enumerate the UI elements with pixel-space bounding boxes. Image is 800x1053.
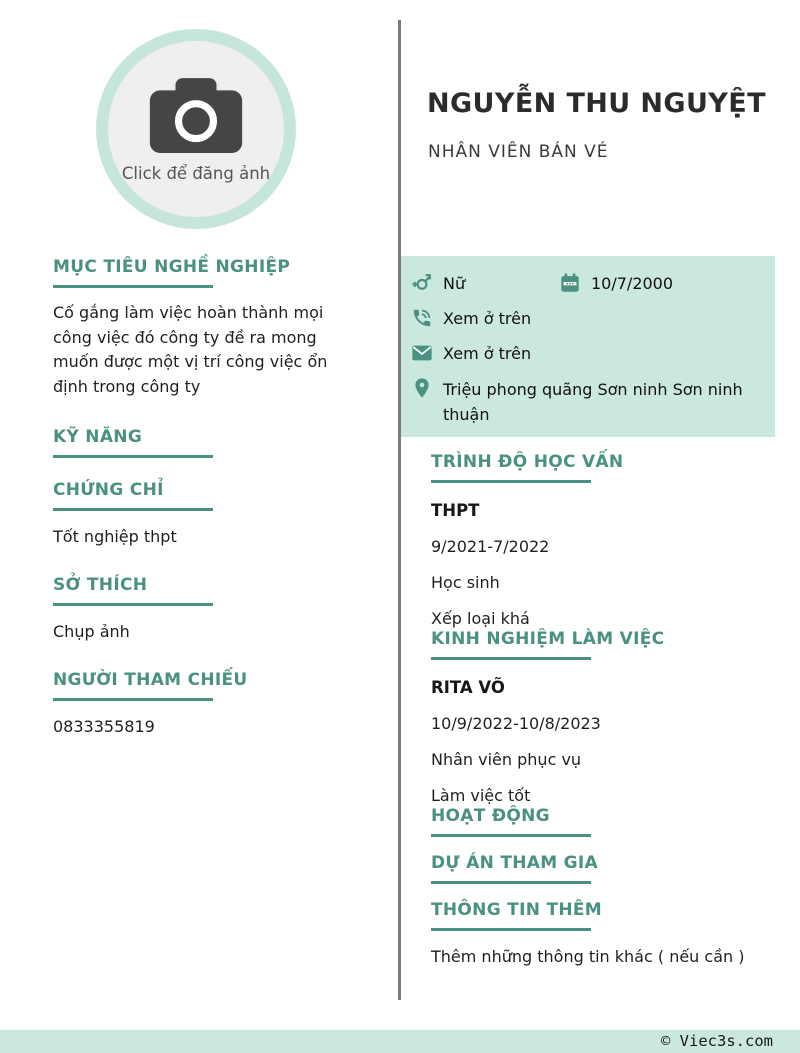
section-skills [53, 427, 375, 458]
footer-bar [0, 1030, 800, 1053]
certificates-heading: CHỨNG CHỈ [53, 480, 164, 500]
contact-info-box [401, 256, 775, 437]
section-references [53, 670, 375, 737]
address-value: Triệu phong quãng Sơn ninh Sơn ninh thuận [443, 380, 743, 424]
email-value: Xem ở trên [443, 344, 532, 363]
heading-underline [53, 455, 213, 458]
camera-icon [144, 75, 248, 155]
education-heading: TRÌNH ĐỘ HỌC VẤN [431, 452, 624, 472]
heading-underline [431, 881, 591, 884]
section-education [431, 452, 775, 629]
hobbies-text: Chụp ảnh [53, 622, 130, 641]
left-column [53, 0, 375, 737]
gender-value: Nữ [443, 274, 466, 293]
heading-underline [431, 834, 591, 837]
section-experience [431, 629, 775, 806]
more-info-text: Thêm những thông tin khác ( nếu cần ) [431, 947, 745, 966]
right-sections [431, 452, 775, 967]
objective-heading: MỤC TIÊU NGHỀ NGHIỆP [53, 257, 291, 277]
activities-heading: HOẠT ĐỘNG [431, 806, 550, 826]
section-certificates [53, 480, 375, 547]
projects-heading: DỰ ÁN THAM GIA [431, 853, 598, 873]
contact-row-email [411, 342, 757, 365]
experience-period: 10/9/2022-10/8/2023 [431, 714, 601, 733]
heading-underline [53, 285, 213, 288]
references-heading: NGƯỜI THAM CHIẾU [53, 670, 248, 690]
experience-note: Làm việc tốt [431, 786, 531, 805]
right-column [401, 0, 775, 1030]
section-objective [53, 257, 375, 399]
experience-heading: KINH NGHIỆM LÀM VIỆC [431, 629, 665, 649]
contact-row-gender-birthdate [411, 272, 757, 295]
photo-upload-label: Click để đăng ảnh [121, 164, 271, 183]
section-more-info [431, 900, 775, 967]
section-hobbies [53, 575, 375, 642]
footer-copyright: © Viec3s.com [661, 1032, 773, 1050]
heading-underline [53, 603, 213, 606]
candidate-name: NGUYỄN THU NGUYỆT [427, 88, 766, 119]
calendar-icon [559, 272, 581, 294]
references-text: 0833355819 [53, 717, 155, 736]
birthdate-value: 10/7/2000 [591, 274, 674, 293]
gender-icon [411, 272, 433, 294]
section-projects [431, 853, 775, 884]
section-activities [431, 806, 775, 837]
experience-company: RITA VÕ [431, 678, 505, 697]
job-title: NHÂN VIÊN BÁN VÉ [428, 142, 609, 162]
skills-heading: KỸ NĂNG [53, 427, 143, 447]
phone-icon [411, 307, 433, 329]
education-period: 9/2021-7/2022 [431, 537, 550, 556]
certificates-text: Tốt nghiệp thpt [53, 527, 177, 546]
hobbies-heading: SỞ THÍCH [53, 575, 148, 595]
experience-role: Nhân viên phục vụ [431, 750, 582, 769]
gender-cell [411, 272, 559, 295]
heading-underline [431, 657, 591, 660]
more-info-heading: THÔNG TIN THÊM [431, 900, 602, 920]
education-role: Học sinh [431, 573, 500, 592]
heading-underline [53, 698, 213, 701]
education-school: THPT [431, 501, 480, 520]
contact-row-phone [411, 307, 757, 330]
location-icon [411, 377, 433, 399]
heading-underline [431, 480, 591, 483]
birthdate-cell [559, 272, 673, 295]
heading-underline [431, 928, 591, 931]
objective-text: Cố gắng làm việc hoàn thành mọi công việc đó công ty đề ra mong muốn được một vị trí công việc ổn định trong công ty [53, 303, 328, 396]
phone-value: Xem ở trên [443, 309, 532, 328]
photo-upload-placeholder[interactable] [96, 29, 296, 229]
contact-row-address [411, 377, 757, 427]
education-note: Xếp loại khá [431, 609, 530, 628]
email-icon [411, 342, 433, 364]
heading-underline [53, 508, 213, 511]
